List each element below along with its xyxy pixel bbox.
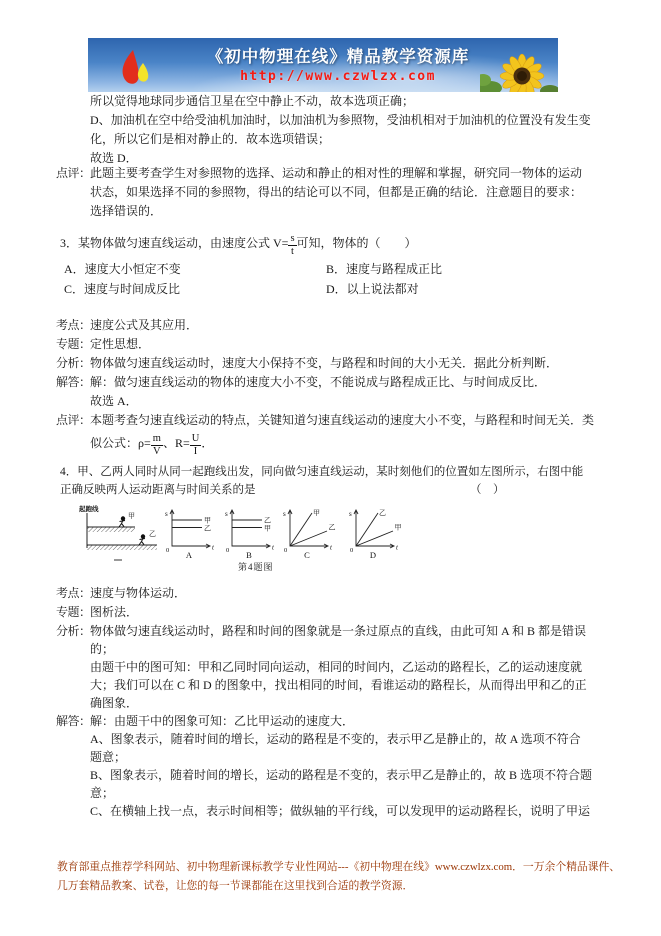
fraction-denominator: V bbox=[153, 446, 161, 457]
section-label-dianping: 点评： bbox=[56, 166, 91, 180]
text-line: B、图象表示，随着时间的增长，运动的路程是不变的，表示甲乙是静止的，故 B 选项不符合题 bbox=[90, 768, 593, 782]
option-c: C．速度与时间成反比 bbox=[64, 282, 181, 296]
footer-line: 教育部重点推荐学科网站、初中物理新课标教学专业性网站---《初中物理在线》www.czwlzx.com．一万余个精品课件、 bbox=[57, 861, 621, 873]
flame-logo-icon bbox=[112, 48, 158, 90]
text-line: 确图象． bbox=[90, 696, 139, 710]
text-line: 速度公式及其应用． bbox=[90, 318, 199, 332]
q3-stem-text: 3．某物体做匀速直线运动，由速度公式 V= bbox=[60, 236, 289, 250]
question4-figure bbox=[78, 504, 408, 576]
curve-label-steep: 甲 bbox=[313, 509, 320, 517]
resistance-fraction bbox=[190, 433, 202, 458]
curve-label-steep: 乙 bbox=[379, 509, 386, 517]
section-label-fenxi: 分析： bbox=[56, 356, 91, 370]
graph-option-d bbox=[348, 507, 406, 559]
text-line: 故选 A． bbox=[90, 394, 138, 408]
prev-answer-section bbox=[90, 92, 591, 168]
start-line-label: 起跑线 bbox=[79, 506, 99, 513]
text-line: 题意； bbox=[90, 750, 127, 764]
y-axis-label: s bbox=[283, 510, 286, 518]
banner-url: http://www.czwlzx.com bbox=[240, 69, 436, 84]
graph-option-a bbox=[164, 507, 222, 559]
text-line: 定性思想． bbox=[90, 337, 151, 351]
section-label-kaodian: 考点： bbox=[56, 318, 91, 332]
formula-text: 似公式：ρ= bbox=[90, 436, 151, 450]
fraction-numerator: m bbox=[152, 432, 161, 444]
fraction-numerator: s bbox=[290, 232, 295, 244]
figure-caption: 第4题图 bbox=[238, 562, 274, 572]
banner-text bbox=[183, 43, 493, 84]
text-line: 速度与物体运动． bbox=[90, 586, 187, 600]
text-line: 物体做匀速直线运动时，路程和时间的图象就是一条过原点的直线，由此可知 A 和 B 都是错误 bbox=[90, 624, 587, 638]
text-line: C、在横轴上找一点，表示时间相等；做纵轴的平行线，可以发现甲的运动路程长，说明了甲运 bbox=[90, 804, 591, 818]
graph-letter: D bbox=[369, 550, 377, 559]
sunflower-icon bbox=[480, 46, 558, 92]
formula-text: 、R= bbox=[162, 436, 190, 450]
text-line: 正确反映两人运动距离与时间关系的是 bbox=[60, 484, 256, 496]
origin-label: 0 bbox=[166, 547, 170, 554]
curve-label-bottom: 甲 bbox=[264, 524, 271, 533]
option-row bbox=[64, 259, 442, 279]
q4-kaodian-section bbox=[56, 584, 187, 603]
question3-stem bbox=[60, 230, 417, 257]
text-line: 解：由题干中的图象可知：乙比甲运动的速度大． bbox=[90, 714, 355, 728]
curve-label-shallow: 甲 bbox=[394, 523, 402, 532]
text-line: 物体做匀速直线运动时，速度大小保持不变，与路程和时间的大小无关．据此分析判断． bbox=[90, 356, 559, 370]
question3-options bbox=[64, 259, 442, 299]
option-row bbox=[64, 279, 442, 299]
question4-stem bbox=[60, 463, 583, 499]
text-line: 本题考查匀速直线运动的特点，关键知道匀速直线运动的速度大小不变，与路程和时间无关．类 bbox=[90, 413, 595, 427]
answer-bracket: （ ） bbox=[470, 484, 505, 496]
option-a: A．速度大小恒定不变 bbox=[64, 262, 181, 276]
fraction-denominator: t bbox=[291, 246, 294, 257]
y-axis-label: s bbox=[165, 510, 168, 518]
q4-jieda-section bbox=[56, 712, 593, 820]
x-axis-label: t bbox=[212, 543, 214, 552]
runner-yi-icon bbox=[139, 535, 145, 545]
section-label-fenxi: 分析： bbox=[56, 624, 91, 638]
y-axis-label: s bbox=[225, 510, 228, 518]
graph-option-b bbox=[224, 507, 282, 559]
text-line: 选择错误的． bbox=[90, 204, 163, 218]
q4-zhuanti-section bbox=[56, 603, 139, 622]
q3-jieda-section bbox=[56, 373, 547, 411]
formula-text: ． bbox=[201, 436, 214, 450]
section-label-dianping: 点评： bbox=[56, 413, 91, 427]
section-label-jieda: 解答： bbox=[56, 375, 91, 389]
fraction-numerator: U bbox=[191, 432, 200, 444]
origin-label: 0 bbox=[284, 547, 288, 554]
density-fraction bbox=[151, 433, 163, 458]
section-label-jieda: 解答： bbox=[56, 714, 91, 728]
x-axis-label: t bbox=[330, 543, 332, 552]
q3-dianping-section bbox=[56, 411, 595, 457]
runner-yi-label: 乙 bbox=[149, 530, 156, 538]
text-line: 意； bbox=[90, 786, 115, 800]
curve-label-top: 甲 bbox=[204, 516, 211, 525]
text-line: 大；我们可以在 C 和 D 的图象中，找出相同的时间，看谁运动的路程长，从而得出甲和乙的正 bbox=[90, 678, 587, 692]
y-axis-label: s bbox=[349, 510, 352, 518]
velocity-fraction bbox=[288, 233, 296, 258]
x-axis-label: t bbox=[272, 543, 274, 552]
text-line: 4．甲、乙两人同时从同一起跑线出发，同向做匀速直线运动，某时刻他们的位置如左图所示，右图中能 bbox=[60, 466, 584, 478]
origin-label: 0 bbox=[350, 547, 354, 554]
race-track-diagram bbox=[78, 504, 168, 568]
q3-stem-suffix: 可知，物体的（ ） bbox=[296, 236, 417, 250]
text-line: 此题主要考查学生对参照物的选择、运动和静止的相对性的理解和掌握，研究同一物体的运动 bbox=[90, 166, 583, 180]
option-d: D．以上说法都对 bbox=[326, 282, 419, 296]
prev-comment-section bbox=[56, 164, 583, 221]
footer-line: 几万套精品教案、试卷，让您的每一节课都能在这里找到合适的教学资源． bbox=[57, 880, 414, 892]
text-line: 所以觉得地球同步通信卫星在空中静止不动，故本选项正确； bbox=[90, 94, 415, 108]
option-b: B．速度与路程成正比 bbox=[326, 262, 443, 276]
curve-label-top: 乙 bbox=[264, 516, 271, 525]
site-footer bbox=[57, 858, 620, 896]
runner-jia-icon bbox=[119, 517, 125, 527]
formula-line bbox=[90, 430, 594, 457]
site-banner bbox=[88, 38, 558, 92]
x-axis-label: t bbox=[396, 543, 398, 552]
fraction-denominator: I bbox=[193, 446, 198, 457]
origin-label: 0 bbox=[226, 547, 230, 554]
section-label-zhuanti: 专题： bbox=[56, 337, 91, 351]
banner-title: 《初中物理在线》精品教学资源库 bbox=[206, 47, 470, 66]
q4-fenxi-section bbox=[56, 622, 587, 712]
text-line: A、图象表示，随着时间的增长，运动的路程是不变的，表示甲乙是静止的，故 A 选项不符合 bbox=[90, 732, 581, 746]
graph-letter: A bbox=[185, 550, 193, 559]
text-line: 解：做匀速直线运动的物体的速度大小不变，不能说成与路程成正比、与时间成反比． bbox=[90, 375, 547, 389]
graph-letter: B bbox=[246, 550, 252, 559]
section-label-kaodian: 考点： bbox=[56, 586, 91, 600]
text-line: 图析法． bbox=[90, 605, 139, 619]
graph-option-c bbox=[282, 507, 340, 559]
q3-fenxi-section bbox=[56, 354, 559, 373]
q3-kaodian-section bbox=[56, 316, 199, 335]
text-line: 由题干中的图可知：甲和乙同时同向运动，相同的时间内，乙运动的路程长，乙的运动速度就 bbox=[90, 660, 583, 674]
text-line: 状态，如果选择不同的参照物，得出的结论可以不同，但都是正确的结论．注意题目的要求： bbox=[90, 185, 583, 199]
text-line: 化，所以它们是相对静止的．故本选项错误； bbox=[90, 132, 331, 146]
section-label-zhuanti: 专题： bbox=[56, 605, 91, 619]
text-line: 故选 D． bbox=[90, 151, 138, 165]
graph-letter: C bbox=[304, 550, 310, 559]
curve-label-bottom: 乙 bbox=[204, 524, 211, 533]
curve-label-shallow: 乙 bbox=[328, 523, 336, 532]
runner-jia-label: 甲 bbox=[128, 512, 135, 520]
text-line: D、加油机在空中给受油机加油时，以加油机为参照物，受油机相对于加油机的位置没有发生变 bbox=[90, 113, 591, 127]
text-line: 的； bbox=[90, 642, 115, 656]
q3-zhuanti-section bbox=[56, 335, 151, 354]
